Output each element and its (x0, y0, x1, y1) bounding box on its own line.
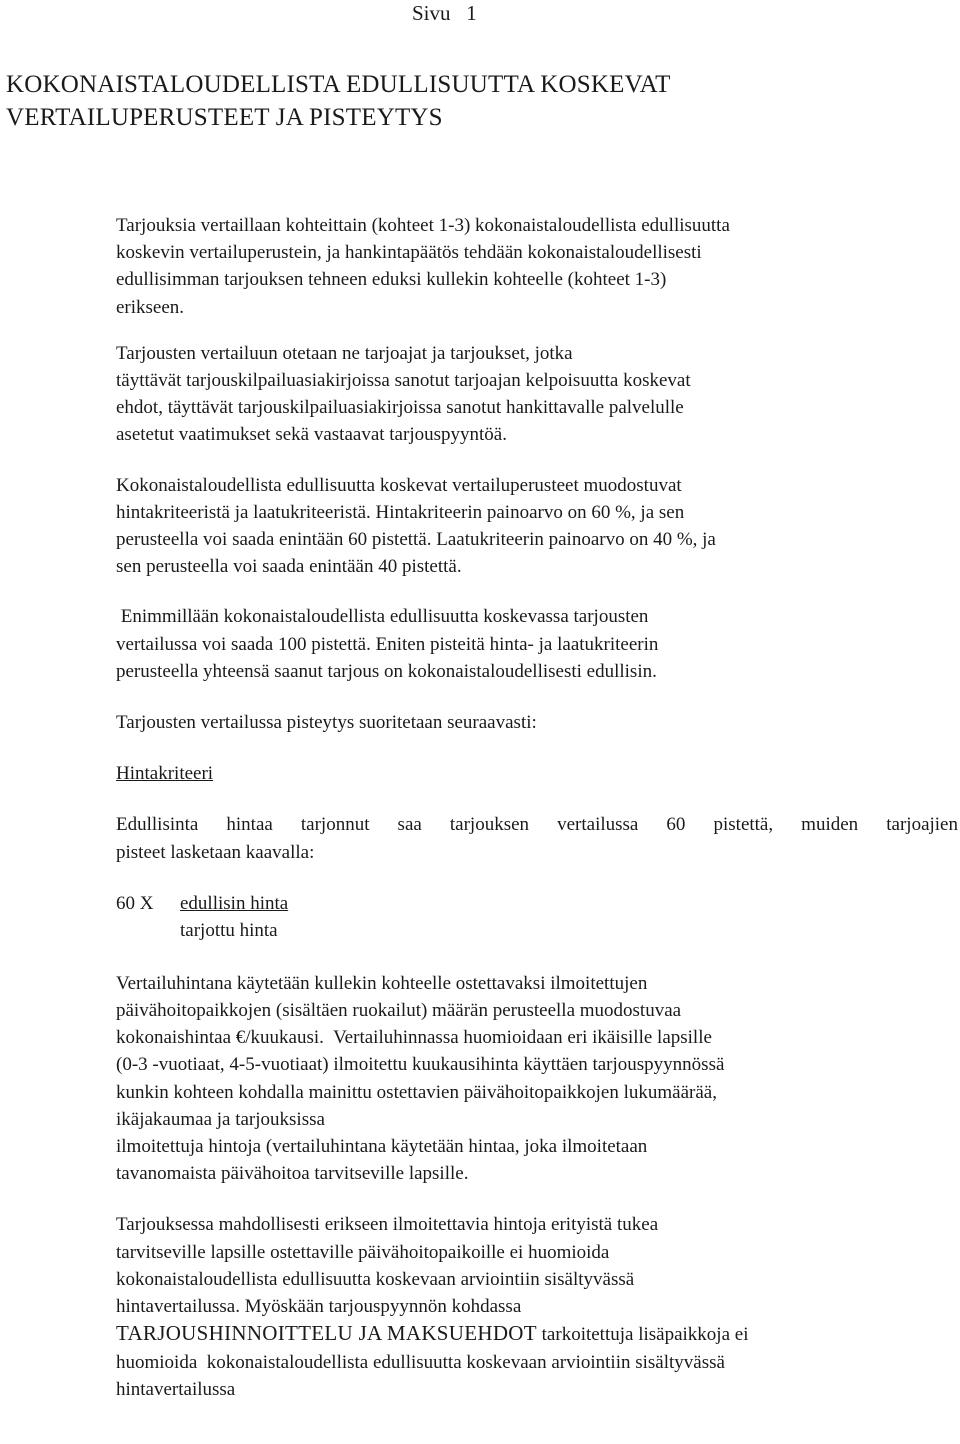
scoring-intro (116, 709, 958, 736)
text-line: hintavertailussa (116, 1378, 236, 1400)
comparison-price-paragraph (116, 970, 958, 1188)
text-line: Edullisinta hintaa tarjonnut saa tarjouksen vertailussa 60 pistettä, muiden tarjoajien (116, 814, 958, 836)
text-line: kokonaistaloudellista edullisuutta koskevaan arviointiin sisältyvässä (116, 1268, 635, 1290)
text-line: täyttävät tarjouskilpailuasiakirjoissa sanotut tarjoajan kelpoisuutta koskevat (116, 370, 691, 392)
text-line: (0-3 -vuotiaat, 4-5-vuotiaat) ilmoitettu kuukausihinta käyttäen tarjouspyynnössä (116, 1054, 725, 1076)
title-line: VERTAILUPERUSTEET JA PISTEYTYS (6, 104, 443, 131)
page-number: Sivu 1 (412, 1, 477, 25)
text-line: hintavertailussa. Myöskään tarjouspyynnön kohdassa (116, 1296, 522, 1318)
text-line: Tarjouksessa mahdollisesti erikseen ilmoitettavia hintoja erityistä tukea (116, 1214, 659, 1236)
text-line: päivähoitopaikkojen (sisältäen ruokailut) määrän perusteella muodostuvaa (116, 1000, 682, 1022)
formula-denominator: tarjottu hinta (180, 919, 278, 941)
text-line: edullisimman tarjouksen tehneen eduksi kullekin kohteelle (kohteet 1-3) (116, 269, 667, 291)
text-line: Tarjousten vertailuun otetaan ne tarjoajat ja tarjoukset, jotka (116, 342, 573, 364)
text-line: Vertailuhintana käytetään kullekin kohteelle ostettavaksi ilmoitettujen (116, 972, 648, 994)
text-fragment: tarkoitettuja lisäpaikkoja ei (536, 1324, 749, 1346)
text-line: erikseen. (116, 296, 185, 318)
text-line: Tarjouksia vertaillaan kohteittain (kohteet 1-3) kokonaistaloudellista edullisuutta (116, 215, 730, 236)
section-reference: TARJOUSHINNOITTELU JA MAKSUEHDOT (116, 1321, 537, 1346)
text-line: ikäjakaumaa ja tarjouksissa (116, 1108, 325, 1130)
text-line: perusteella voi saada enintään 60 pistettä. Laatukriteerin painoarvo on 40 %, ja (116, 529, 716, 551)
text-line: sen perusteella voi saada enintään 40 pistettä. (116, 556, 462, 578)
formula-numerator: edullisin hinta (180, 892, 289, 914)
special-care-paragraph (116, 1211, 958, 1402)
text-line: ilmoitettuja hintoja (vertailuhintana käytetään hintaa, joka ilmoitetaan (116, 1136, 648, 1158)
eligibility-paragraph (116, 340, 958, 449)
text-line: pisteet lasketaan kaavalla: (116, 841, 315, 863)
text-line: kunkin kohteen kohdalla mainittu ostettavien päivähoitopaikkojen lukumäärää, (116, 1081, 717, 1103)
formula-multiplier: 60 X (116, 892, 154, 914)
title-line: KOKONAISTALOUDELLISTA EDULLISUUTTA KOSKEVAT (6, 71, 671, 98)
text-line: Tarjousten vertailussa pisteytys suoritetaan seuraavasti: (116, 712, 537, 734)
text-line: hintakriteeristä ja laatukriteeristä. Hintakriteerin painoarvo on 60 %, ja sen (116, 501, 685, 523)
price-criterion-heading (116, 760, 958, 787)
text-line: Enimmillään kokonaistaloudellista edullisuutta koskevassa tarjousten (116, 606, 649, 628)
text-line (116, 1320, 958, 1348)
text-line: huomioida kokonaistaloudellista edullisuutta koskevaan arviointiin sisältyvässä (116, 1351, 725, 1373)
text-line: vertailussa voi saada 100 pistettä. Eniten pisteitä hinta- ja laatukriteerin (116, 633, 659, 655)
intro-paragraph (116, 212, 958, 321)
criteria-paragraph (116, 472, 958, 581)
text-line: asetetut vaatimukset sekä vastaavat tarjouspyyntöä. (116, 424, 507, 446)
document-body (116, 212, 958, 1403)
section-heading: Hintakriteeri (116, 763, 214, 785)
text-line: Kokonaistaloudellista edullisuutta koskevat vertailuperusteet muodostuvat (116, 474, 682, 496)
text-line: kokonaishintaa €/kuukausi. Vertailuhinnassa huomioidaan eri ikäisille lapsille (116, 1027, 712, 1049)
price-formula (116, 890, 958, 946)
text-line: tavanomaista päivähoitoa tarvitseville lapsille. (116, 1163, 469, 1185)
maximum-points-paragraph (116, 603, 958, 685)
text-line: koskevin vertailuperustein, ja hankintapäätös tehdään kokonaistaloudellisesti (116, 242, 702, 264)
text-line: perusteella yhteensä saanut tarjous on kokonaistaloudellisesti edullisin. (116, 660, 657, 682)
document-title (6, 68, 671, 134)
text-line: tarvitseville lapsille ostettaville päivähoitopaikoille ei huomioida (116, 1241, 610, 1263)
price-rule-paragraph (116, 811, 958, 865)
text-line: ehdot, täyttävät tarjouskilpailuasiakirjoissa sanotut hankittavalle palvelulle (116, 397, 684, 419)
